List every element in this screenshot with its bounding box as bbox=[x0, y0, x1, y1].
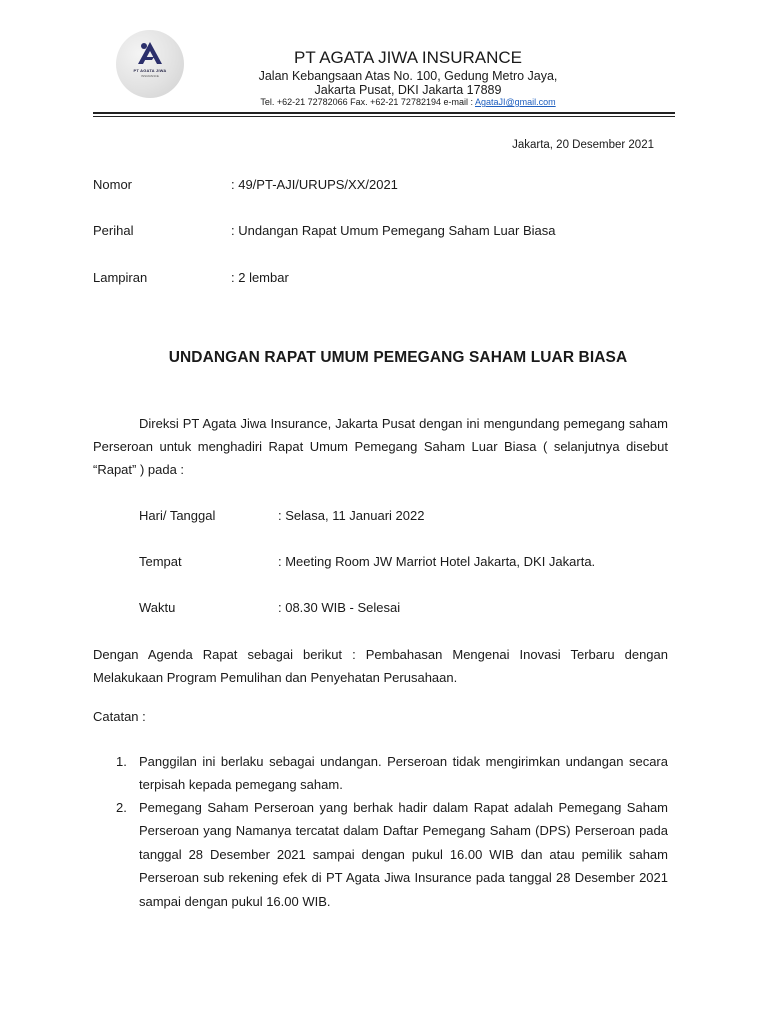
letter-date: Jakarta, 20 Desember 2021 bbox=[512, 139, 654, 151]
detail-label-time: Waktu bbox=[139, 600, 176, 615]
address-line-1: Jalan Kebangsaan Atas No. 100, Gedung Metro Jaya, bbox=[258, 69, 558, 83]
logo-subtext: INSURANCE bbox=[141, 74, 159, 78]
company-name: PT AGATA JIWA INSURANCE bbox=[294, 48, 522, 67]
letterhead-divider-thin bbox=[93, 116, 675, 117]
email-link[interactable]: AgataJI@gmail.com bbox=[474, 97, 556, 107]
agenda-paragraph: Dengan Agenda Rapat sebagai berikut : Pembahasan Mengenai Inovasi Terbaru dengan Melakukaan Program Pemulihan dan Penyehatan Perusahaan. bbox=[93, 647, 668, 685]
meta-label-lampiran: Lampiran bbox=[93, 270, 148, 285]
contact-phone-fax: Tel. +62-21 72782066 Fax. +62-21 72782194 e-mail : bbox=[260, 97, 475, 107]
intro-paragraph: Direksi PT Agata Jiwa Insurance, Jakarta Pusat dengan ini mengundang pemegang saham Perseroan untuk menghadiri Rapat Umum Pemegang Saham Luar Biasa ( selanjutnya disebut “Rapat” ) pada : bbox=[93, 416, 668, 477]
detail-value-place: : Meeting Room JW Marriot Hotel Jakarta, DKI Jakarta. bbox=[278, 554, 596, 569]
detail-label-date: Hari/ Tanggal bbox=[139, 508, 216, 523]
address-line-2: Jakarta Pusat, DKI Jakarta 17889 bbox=[314, 83, 502, 97]
note-number-2: 2. bbox=[116, 800, 127, 815]
note-number-1: 1. bbox=[116, 754, 127, 769]
detail-value-time: : 08.30 WIB - Selesai bbox=[278, 600, 401, 615]
note-text-1: Panggilan ini berlaku sebagai undangan. Perseroan tidak mengirimkan undangan secara terpisah kepada pemegang saham. bbox=[139, 754, 668, 793]
detail-label-place: Tempat bbox=[139, 554, 182, 569]
note-text-2: Pemegang Saham Perseroan yang berhak hadir dalam Rapat adalah Pemegang Saham Perseroan yang Namanya tercatat dalam Daftar Pemegang Saham (DPS) Perseroan pada tanggal 28 Desember 2021 sampai dengan pukul 16.00 WIB dan atau pemilik saham Perseroan sub rekening efek di PT Agata Jiwa Insurance pada tanggal 28 Desember 2021 sampai dengan pukul 16.00 WIB. bbox=[139, 800, 668, 909]
company-logo bbox=[116, 30, 184, 98]
letter-title: UNDANGAN RAPAT UMUM PEMEGANG SAHAM LUAR BIASA bbox=[168, 349, 628, 366]
contact-line bbox=[200, 97, 616, 108]
meta-value-nomor: : 49/PT-AJI/URUPS/XX/2021 bbox=[231, 177, 398, 192]
logo-text: PT AGATA JIWA bbox=[133, 68, 167, 73]
logo-emblem-icon bbox=[116, 30, 184, 98]
meta-label-perihal: Perihal bbox=[93, 223, 134, 238]
notes-label: Catatan : bbox=[93, 709, 146, 724]
meta-value-perihal: : Undangan Rapat Umum Pemegang Saham Luar Biasa bbox=[231, 223, 556, 238]
meta-label-nomor: Nomor bbox=[93, 177, 133, 192]
detail-value-date: : Selasa, 11 Januari 2022 bbox=[278, 508, 425, 523]
letterhead-divider-thick bbox=[93, 112, 675, 114]
meta-value-lampiran: : 2 lembar bbox=[231, 270, 289, 285]
